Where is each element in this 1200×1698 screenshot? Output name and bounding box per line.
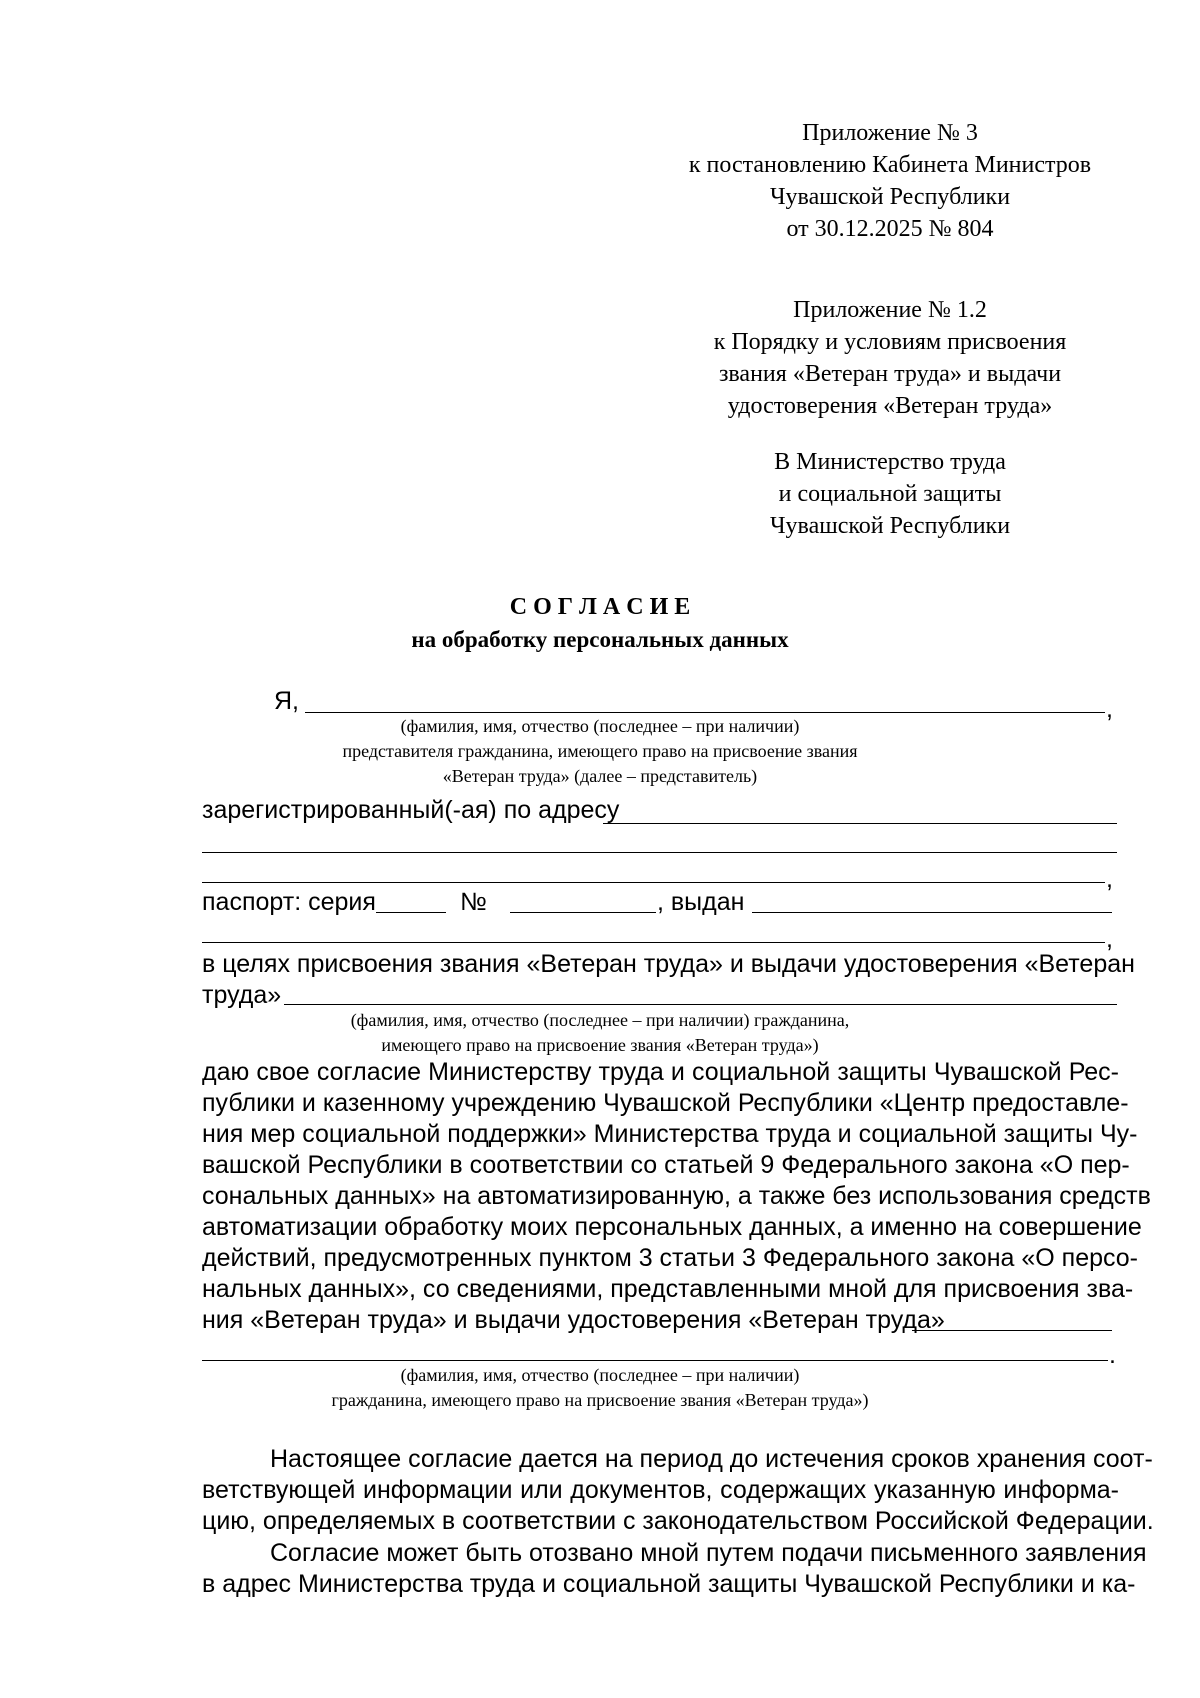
appendix-3-line-2: к постановлению Кабинета Министров	[688, 152, 1092, 178]
label-passport-series: паспорт: серия	[202, 888, 376, 916]
caption-citizen-line-2: имеющего право на присвоение звания «Ветеран труда»)	[381, 1035, 819, 1055]
paragraph-period-line-3: цию, определяемых в соответствии с законодательством Российской Федерации.	[202, 1507, 1154, 1535]
addressee-block	[650, 446, 1130, 542]
addressee-line-2: и социальной защиты	[778, 481, 1002, 507]
purpose-line-1: в целях присвоения звания «Ветеран труда» и выдачи удостоверения «Ветеран	[202, 950, 1135, 978]
paragraph-revoke-line-2: в адрес Министерства труда и социальной защиты Чувашской Республики и ка-	[202, 1570, 1136, 1598]
comma-1: ,	[1106, 695, 1113, 723]
document-subtitle: на обработку персональных данных	[411, 627, 789, 652]
paragraph-revoke	[202, 1538, 1147, 1600]
passport-issued-field-line-2[interactable]	[202, 942, 1105, 943]
address-field-line-1[interactable]	[603, 823, 1117, 824]
paragraph-period-line-2: ветствующей информации или документов, содержащих указанную информа-	[202, 1476, 1119, 1504]
consent-citizen-field-line-2[interactable]	[202, 1360, 1108, 1361]
appendix-3-line-3: Чувашской Республики	[769, 184, 1011, 210]
appendix-1-2-header	[650, 294, 1130, 422]
caption-representative-line-1: (фамилия, имя, отчество (последнее – при наличии)	[400, 716, 800, 736]
caption-consent-line-1: (фамилия, имя, отчество (последнее – при наличии)	[400, 1365, 800, 1385]
label-passport-number: №	[460, 888, 487, 916]
appendix-1-2-line-3: звания «Ветеран труда» и выдачи	[718, 361, 1062, 387]
paragraph-revoke-line-1: Согласие может быть отозвано мной путем подачи письменного заявления	[270, 1539, 1147, 1567]
address-field-line-2[interactable]	[202, 852, 1117, 853]
label-ya: Я,	[274, 687, 299, 715]
appendix-3-header	[650, 117, 1130, 245]
citizen-name-field[interactable]	[284, 1004, 1117, 1005]
consent-line-2: публики и казенному учреждению Чувашской Республики «Центр предоставле-	[202, 1089, 1129, 1117]
purpose-line-2: труда»	[202, 981, 282, 1009]
passport-number-field[interactable]	[510, 912, 656, 913]
comma-2: ,	[1106, 865, 1113, 893]
appendix-1-2-line-2: к Порядку и условиям присвоения	[713, 329, 1067, 355]
paragraph-period-line-1: Настоящее согласие дается на период до истечения сроков хранения соот-	[270, 1445, 1153, 1473]
consent-line-7: действий, предусмотренных пунктом 3 статьи 3 Федерального закона «О персо-	[202, 1244, 1139, 1272]
appendix-3-line-1: Приложение № 3	[802, 120, 978, 146]
consent-line-3: ния мер социальной поддержки» Министерства труда и социальной защиты Чу-	[202, 1120, 1138, 1148]
caption-representative-line-2: представителя гражданина, имеющего право на присвоение звания	[342, 741, 858, 761]
appendix-1-2-line-1: Приложение № 1.2	[793, 297, 987, 323]
consent-line-5: сональных данных» на автоматизированную, а также без использования средств	[202, 1182, 1151, 1210]
addressee-line-3: Чувашской Республики	[769, 513, 1011, 539]
address-field-line-3[interactable]	[202, 882, 1105, 883]
appendix-3-line-4: от 30.12.2025 № 804	[786, 216, 994, 242]
comma-3: ,	[1106, 925, 1113, 953]
representative-name-field[interactable]	[305, 712, 1105, 713]
consent-line-9: ния «Ветеран труда» и выдачи удостоверения «Ветеран труда»	[202, 1306, 945, 1334]
consent-line-1: даю свое согласие Министерству труда и социальной защиты Чувашской Рес-	[202, 1058, 1119, 1086]
label-registered-address: зарегистрированный(-ая) по адресу	[202, 796, 620, 824]
consent-text	[202, 1057, 1151, 1336]
period-mark: .	[1109, 1341, 1116, 1369]
document-title: С О Г Л А С И Е	[509, 594, 691, 620]
appendix-1-2-line-4: удостоверения «Ветеран труда»	[727, 393, 1053, 419]
consent-line-6: автоматизации обработку моих персональных данных, а именно на совершение	[202, 1213, 1142, 1241]
consent-citizen-field-line-1[interactable]	[912, 1330, 1112, 1331]
addressee-line-1: В Министерство труда	[774, 449, 1006, 475]
consent-line-8: нальных данных», со сведениями, представленными мной для присвоения зва-	[202, 1275, 1134, 1303]
passport-series-field[interactable]	[376, 912, 446, 913]
consent-line-4: вашской Республики в соответствии со статьей 9 Федерального закона «О пер-	[202, 1151, 1130, 1179]
label-passport-issued: , выдан	[657, 888, 745, 916]
caption-citizen-line-1: (фамилия, имя, отчество (последнее – при наличии) гражданина,	[350, 1010, 850, 1030]
caption-consent-line-2: гражданина, имеющего право на присвоение звания «Ветеран труда»)	[331, 1390, 869, 1410]
passport-issued-field[interactable]	[752, 912, 1112, 913]
paragraph-period	[202, 1444, 1154, 1537]
caption-representative-line-3: «Ветеран труда» (далее – представитель)	[442, 766, 758, 786]
